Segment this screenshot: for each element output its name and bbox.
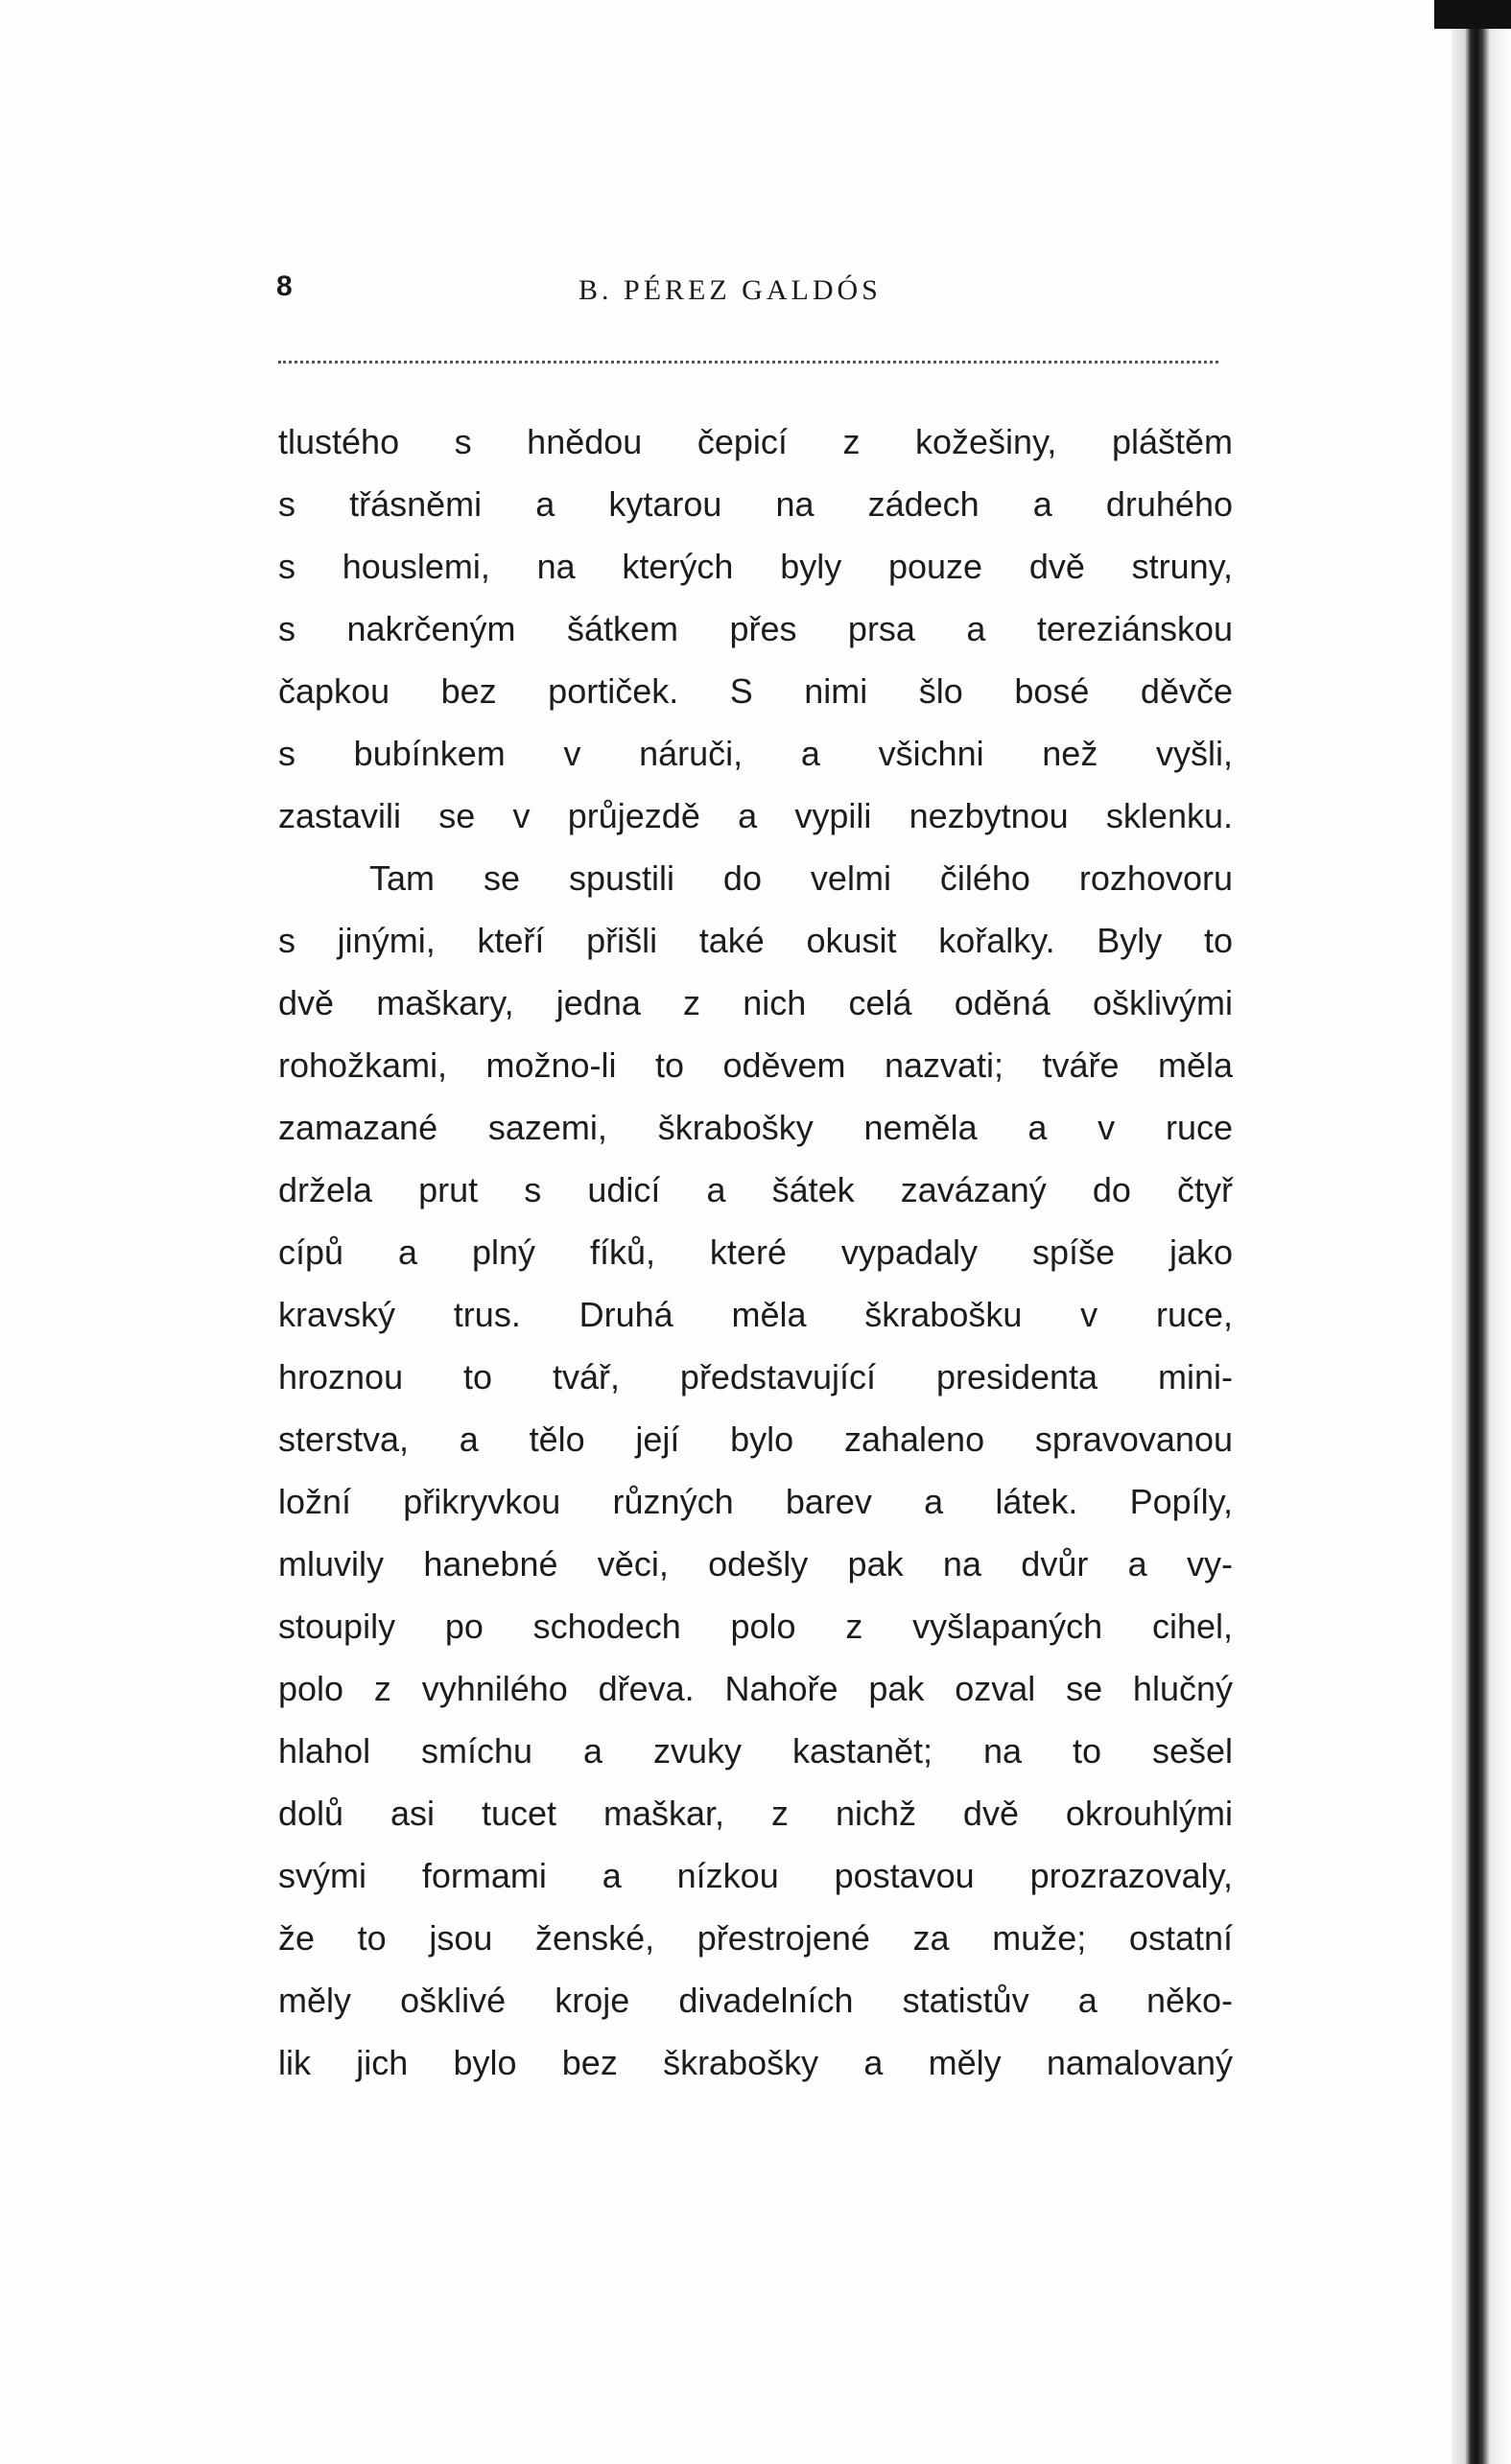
text-line: držela prut s udicí a šátek zavázaný do čtyř	[278, 1170, 1233, 1209]
text-line: stoupily po schodech polo z vyšlapaných cihel,	[278, 1607, 1233, 1646]
text-line: dvě maškary, jedna z nich celá oděná ošklivými	[278, 983, 1233, 1022]
text-line: s třásněmi a kytarou na zádech a druhého	[278, 484, 1233, 524]
text-line: lik jich bylo bez škrabošky a měly namalovaný	[278, 2043, 1233, 2082]
text-line: kravský trus. Druhá měla škrabošku v ruce,	[278, 1295, 1233, 1334]
text-line: mluvily hanebné věci, odešly pak na dvůr a vy-	[278, 1544, 1233, 1584]
header-dotted-rule	[278, 361, 1218, 364]
text-line: svými formami a nízkou postavou prozrazovaly,	[278, 1856, 1233, 1895]
text-line: dolů asi tucet maškar, z nichž dvě okrouhlými	[278, 1794, 1233, 1833]
text-line: hlahol smíchu a zvuky kastanět; na to sešel	[278, 1731, 1233, 1771]
text-line: tlustého s hnědou čepicí z kožešiny, pláštěm	[278, 422, 1233, 461]
text-line: že to jsou ženské, přestrojené za muže; ostatní	[278, 1918, 1233, 1958]
text-line: cípů a plný fíků, které vypadaly spíše jako	[278, 1232, 1233, 1272]
text-line: s bubínkem v náruči, a všichni než vyšli,	[278, 734, 1233, 773]
text-line: ložní přikryvkou různých barev a látek. Popíly,	[278, 1482, 1233, 1521]
page-number: 8	[276, 270, 293, 302]
scan-binding-edge	[1452, 0, 1511, 2464]
text-line: s houslemi, na kterých byly pouze dvě struny,	[278, 547, 1233, 586]
text-line: zastavili se v průjezdě a vypili nezbytnou sklenku.	[278, 796, 1233, 835]
text-line: s nakrčeným šátkem přes prsa a tereziánskou	[278, 609, 1233, 648]
text-line: s jinými, kteří přišli také okusit kořalky. Byly to	[278, 921, 1233, 960]
text-line: zamazané sazemi, škrabošky neměla a v ruce	[278, 1108, 1233, 1147]
running-title: B. PÉREZ GALDÓS	[578, 274, 882, 306]
body-text	[278, 411, 1233, 2094]
text-line: sterstva, a tělo její bylo zahaleno spravovanou	[278, 1420, 1233, 1459]
scan-corner-shadow	[1434, 0, 1511, 29]
paragraph-first-line: Tam se spustili do velmi čilého rozhovoru	[369, 858, 1233, 898]
text-line: hroznou to tvář, představující presidenta mini-	[278, 1357, 1233, 1396]
text-line: měly ošklivé kroje divadelních statistův a něko-	[278, 1981, 1233, 2020]
text-line: čapkou bez portiček. S nimi šlo bosé děvče	[278, 671, 1233, 711]
running-head	[276, 270, 1221, 309]
text-line: rohožkami, možno-li to oděvem nazvati; tváře měla	[278, 1045, 1233, 1085]
text-line: polo z vyhnilého dřeva. Nahoře pak ozval se hlučný	[278, 1669, 1233, 1708]
